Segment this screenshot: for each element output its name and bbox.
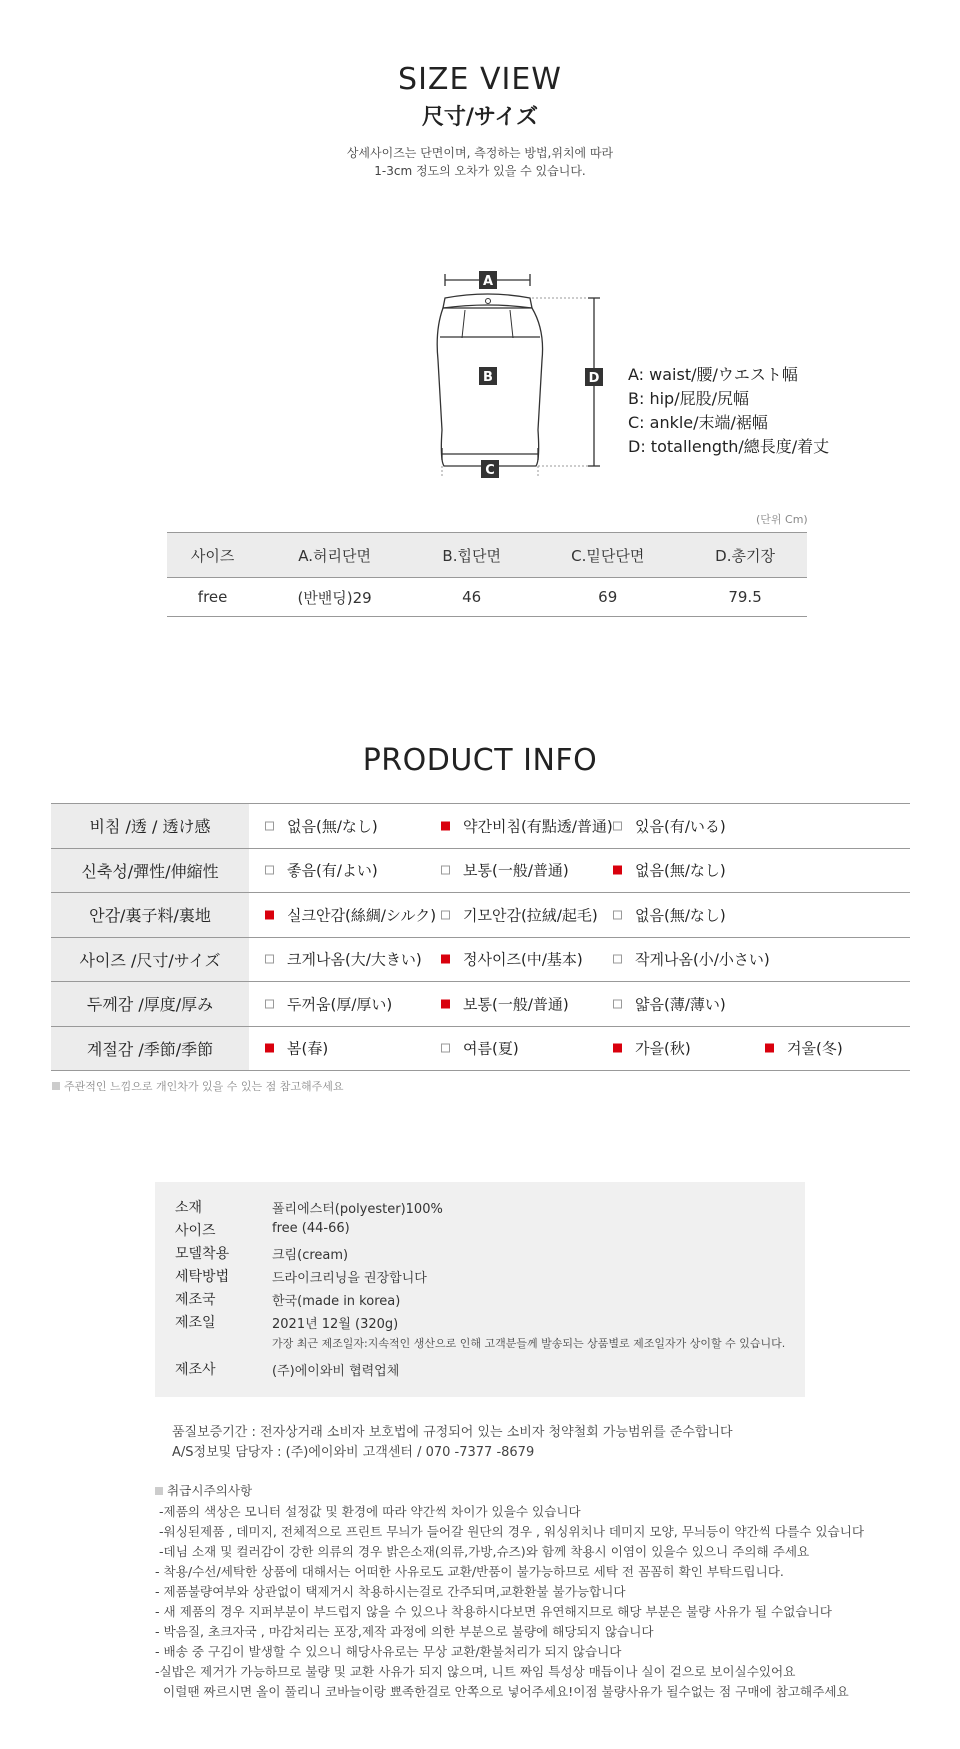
spec-label-size: 사이즈 [175,1223,216,1239]
info-option-text: 좋음(有/よい) [287,861,378,880]
legend-a: A: waist/腰/ウエスト幅 [628,365,798,384]
product-info-table [51,803,910,1071]
table-row [51,893,910,938]
table-row [51,804,910,849]
spec-value-washing: 드라이크리닝을 권장합니다 [272,1271,427,1286]
unchecked-box-icon [265,955,274,964]
info-row-options [249,982,910,1027]
skirt-illustration [420,260,620,490]
care-line: -실밥은 제거가 가능하므로 불량 및 교환 사유가 되지 않으며, 니트 짜임 특성상 매듭이나 실이 겉으로 보이실수있어요 [155,1664,796,1679]
info-option [613,1038,691,1059]
checked-box-icon [265,910,274,919]
bullet-square-icon [52,1082,60,1090]
unchecked-box-icon [441,910,450,919]
unchecked-box-icon [613,955,622,964]
info-option-text: 얇음(薄/薄い) [635,995,726,1014]
info-option-text: 작게나옴(小/小さい) [635,950,770,969]
svg-text:C: C [485,463,495,478]
info-option-text: 보통(一般/普通) [463,995,569,1014]
checked-box-icon [265,1044,274,1053]
care-line: -데님 소재 및 컬러감이 강한 의류의 경우 밝은소재(의류,가방,슈즈)와 함께 착용시 이염이 있을수 있으니 주의해 주세요 [155,1544,810,1559]
info-note-text: 주관적인 느낌으로 개인차가 있을 수 있는 점 참고해주세요 [64,1080,344,1093]
spec-label-washing: 세탁방법 [175,1269,230,1285]
product-info-note [52,1078,344,1094]
cell-size: free [167,578,258,617]
spec-value-size: free (44-66) [272,1221,350,1236]
info-row-label: 신축성/彈性/伸縮性 [51,848,249,893]
info-option-text: 없음(無/なし) [635,861,726,880]
unchecked-box-icon [613,910,622,919]
info-row-options [249,937,910,982]
spec-value-maker: (주)에이와비 협력업체 [272,1364,400,1379]
cell-length: 79.5 [683,578,807,617]
info-row-label: 계절감 /季節/季節 [51,1026,249,1071]
checked-box-icon [441,821,450,830]
checked-box-icon [613,866,622,875]
unchecked-box-icon [265,866,274,875]
spec-label-model: 모델착용 [175,1246,230,1262]
care-line: - 새 제품의 경우 지퍼부분이 부드럽지 않을 수 있으나 착용하시다보면 유연해지므로 해당 부분은 불량 사유가 될 수없습니다 [155,1604,832,1619]
checked-box-icon [441,955,450,964]
info-option [441,815,613,836]
info-row-label: 두께감 /厚度/厚み [51,982,249,1027]
info-option [265,1038,328,1059]
info-option-text: 약간비침(有點透/普通) [463,817,613,836]
header-hip: B.힙단면 [411,533,532,578]
svg-text:B: B [483,370,493,385]
care-line: 이럴땐 짜르시면 올이 풀리니 코바늘이랑 뾰족한걸로 안쪽으로 넣어주세요!이점 불량사유가 될수없는 점 구매에 참고해주세요 [155,1684,849,1699]
product-info-title: PRODUCT INFO [362,743,598,778]
header-hem: C.밑단단면 [532,533,683,578]
unchecked-box-icon [441,1044,450,1053]
spec-value-model: 크림(cream) [272,1248,349,1263]
size-view-title: SIZE VIEW [398,62,562,97]
info-option [265,815,378,836]
info-option [613,815,726,836]
info-option [613,993,726,1014]
info-row-label: 안감/裏子料/裏地 [51,893,249,938]
care-line: - 제품불량여부와 상관없이 택제거시 착용하시는걸로 간주되며,교환환불 불가능합니다 [155,1584,626,1599]
info-row-label: 비침 /透 / 透け感 [51,804,249,849]
spec-label-date: 제조일 [175,1315,216,1331]
care-title-text: 취급시주의사항 [167,1483,253,1498]
info-option-text: 보통(一般/普通) [463,861,569,880]
spec-value-material: 폴리에스터(polyester)100% [272,1202,443,1217]
size-view-subtitle: 尺寸/サイズ [421,105,539,130]
info-option [441,904,598,925]
header-size: 사이즈 [167,533,258,578]
info-option-text: 봄(春) [287,1039,329,1058]
info-option [441,949,583,970]
as-info-text: A/S정보및 담당자 : (주)에이와비 고객센터 / 070 -7377 -8679 [172,1445,535,1460]
info-row-options [249,1026,910,1071]
info-option [613,860,726,881]
unchecked-box-icon [265,821,274,830]
info-option [613,949,770,970]
skirt-body [437,308,542,466]
spec-value-country: 한국(made in korea) [272,1294,401,1309]
care-line: -제품의 색상은 모니터 설정값 및 환경에 따라 약간씩 차이가 있을수 있습니다 [155,1504,581,1519]
size-view-note [0,144,960,180]
cell-hip: 46 [411,578,532,617]
care-line: - 배송 중 구김이 발생할 수 있으니 해당사유로는 무상 교환/환불처리가 되지 않습니다 [155,1644,622,1659]
care-line: -워싱된제품 , 데미지, 전체적으로 프린트 무늬가 들어갈 원단의 경우 , 워싱위치나 데미지 모양, 무늬등이 약간씩 다를수 있습니다 [155,1524,865,1539]
info-option [265,949,422,970]
unchecked-box-icon [613,999,622,1008]
cell-hem: 69 [532,578,683,617]
checked-box-icon [613,1044,622,1053]
info-option-text: 없음(無/なし) [635,906,726,925]
info-option [265,993,392,1014]
unit-note: (단위 Cm) [756,513,808,526]
unchecked-box-icon [441,866,450,875]
care-line: - 착용/수선/세탁한 상품에 대해서는 어떠한 사유로도 교환/반품이 불가능하므로 세탁 전 꼼꼼히 확인 부탁드립니다. [155,1564,784,1579]
spec-value-date: 2021년 12월 (320g) [272,1317,399,1332]
svg-text:D: D [588,371,600,386]
info-option [441,1038,519,1059]
header-length: D.총기장 [683,533,807,578]
waist-button [486,299,491,304]
size-note-line-1: 상세사이즈는 단면이며, 측정하는 방법,위치에 따라 [346,146,614,160]
table-row [51,848,910,893]
info-option-text: 정사이즈(中/基本) [463,950,583,969]
table-row [51,1026,910,1071]
spec-date-note: 가장 최근 제조일자:지속적인 생산으로 인해 고객분들께 발송되는 상품별로 제조일자가 상이할 수 있습니다. [272,1337,786,1350]
warranty-text: 품질보증기간 : 전자상거래 소비자 보호법에 규정되어 있는 소비자 청약철회 가능범위를 준수합니다 [172,1425,733,1440]
info-option [265,860,378,881]
info-row-label: 사이즈 /尺寸/サイズ [51,937,249,982]
info-option-text: 겨울(冬) [787,1039,843,1058]
cell-waist: (반밴딩)29 [258,578,411,617]
info-option-text: 가을(秋) [635,1039,691,1058]
info-option-text: 있음(有/いる) [635,817,726,836]
checked-box-icon [765,1044,774,1053]
info-option [265,904,436,925]
size-note-line-2: 1-3cm 정도의 오차가 있을 수 있습니다. [374,164,586,178]
bullet-square-icon [155,1487,163,1495]
table-row [51,982,910,1027]
info-option [765,1038,843,1059]
legend-c: C: ankle/末端/裾幅 [628,413,768,432]
info-option [441,993,569,1014]
legend-d: D: totallength/總長度/着丈 [628,437,830,456]
info-option-text: 크게나옴(大/大きい) [287,950,422,969]
size-table-header [167,533,807,578]
svg-text:A: A [482,274,494,289]
info-option-text: 여름(夏) [463,1039,519,1058]
care-title [155,1480,252,1499]
unchecked-box-icon [265,999,274,1008]
info-option-text: 없음(無/なし) [287,817,378,836]
info-option [441,860,569,881]
info-row-options [249,804,910,849]
spec-label-country: 제조국 [175,1292,216,1308]
table-row [51,937,910,982]
info-row-options [249,848,910,893]
info-row-options [249,893,910,938]
spec-label-maker: 제조사 [175,1362,216,1378]
checked-box-icon [441,999,450,1008]
unchecked-box-icon [613,821,622,830]
info-option [613,904,726,925]
skirt-measurement-diagram [420,260,850,490]
info-option-text: 두꺼움(厚/厚い) [287,995,393,1014]
info-option-text: 실크안감(絲綢/シルク) [287,906,437,925]
spec-box [155,1182,805,1397]
care-line: - 박음질, 초크자국 , 마감처리는 포장,제작 과정에 의한 부분으로 불량에 해당되지 않습니다 [155,1624,654,1639]
info-option-text: 기모안감(拉絨/起毛) [463,906,598,925]
legend-b: B: hip/屁股/尻幅 [628,389,749,408]
size-table [167,532,807,617]
spec-label-material: 소재 [175,1200,203,1216]
table-row [167,578,807,617]
header-waist: A.허리단면 [258,533,411,578]
